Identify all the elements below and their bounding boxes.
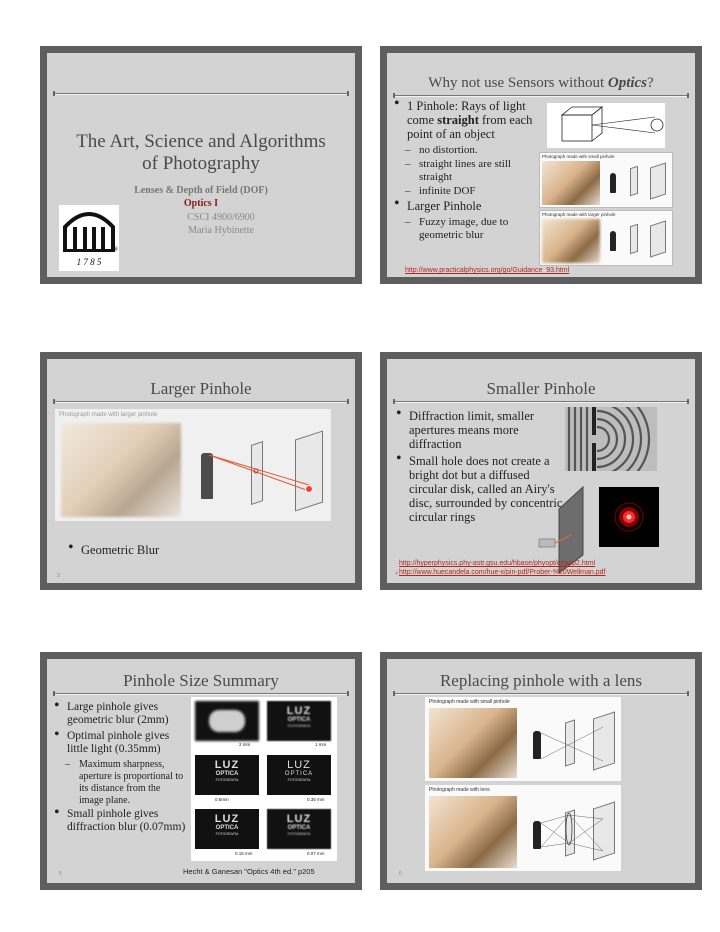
citation: Hecht & Ganesan "Optics 4th ed." p205 (183, 867, 315, 876)
tile-007mm (267, 809, 331, 849)
person-icon (610, 231, 616, 251)
pinhole-screen (630, 166, 638, 197)
title-end: ? (647, 75, 654, 91)
large-pinhole-figure (539, 210, 673, 266)
title-rule (53, 401, 349, 403)
page-number: 6 (399, 871, 402, 877)
blurry-photo (542, 219, 600, 263)
title-rule (393, 693, 689, 695)
tile-text: LUZ (287, 759, 311, 771)
tile-text: OPTICA (284, 771, 314, 777)
bullet-list (53, 701, 187, 837)
page-number: 5 (59, 871, 62, 877)
sharp-photo (542, 161, 600, 205)
caption-lens: Photograph made with lens (429, 787, 490, 793)
tile-text: LUZ (286, 705, 312, 717)
diffraction-wave-figure (565, 407, 657, 471)
tile-label-06mm: 0.6mm (215, 797, 229, 802)
tile-label-035mm: 0.35 mm (307, 797, 325, 802)
bullet-small-pinhole: • Small pinhole gives diffraction blur (0.07mm) (53, 808, 187, 834)
slide-3-content (47, 359, 355, 583)
university-logo (59, 205, 119, 271)
small-pinhole-figure (425, 697, 621, 781)
tile-label-015mm: 0.15 mm (235, 851, 253, 856)
author: Maria Hybinette (188, 225, 254, 236)
sub-bullet-straight: – straight lines are still straight (393, 158, 543, 184)
airy-disc-setup (537, 477, 601, 573)
caption-small-pinhole: Photograph made with small pinhole (429, 699, 510, 705)
tile-text: FOTOGRAFIA (287, 724, 311, 728)
pinhole-box-diagram (547, 103, 672, 148)
tile-text: OPTICA (287, 717, 311, 723)
bullet-list (67, 543, 159, 560)
bullet-geometric-blur: • Geometric Blur (67, 543, 159, 557)
tile-1mm (267, 701, 331, 741)
tile-035mm (267, 755, 331, 795)
sub-bullet-distortion: – no distortion. (393, 144, 543, 157)
tile-text: LUZ (214, 759, 240, 771)
tile-text: LUZ (214, 813, 240, 825)
arch-icon (59, 205, 119, 257)
slide-3[interactable] (40, 352, 362, 590)
airy-disc-icon (599, 487, 659, 547)
presentation-title (47, 131, 355, 175)
bullet-airy-disc: • Small hole does not create a bright dot but a diffused circular disk, called an Airy's disc, surrounded by concentric circular rings (395, 454, 563, 524)
small-pinhole-figure (539, 152, 673, 208)
tile-2mm (195, 701, 259, 741)
title-rule (393, 401, 689, 403)
airy-disc-figure (599, 487, 659, 547)
slide-6[interactable] (380, 652, 702, 890)
figure-caption: Photograph made with larger pinhole (59, 412, 158, 418)
slide-4[interactable] (380, 352, 702, 590)
lens-ray-diagram (425, 785, 621, 871)
larger-pinhole-figure (55, 409, 331, 521)
bullet-bold: straight (437, 113, 479, 127)
page-number: 4 (395, 571, 398, 577)
bullet-text: 1 Pinhole: Rays of light come (407, 99, 526, 127)
caption-large-pinhole: Photograph made with larger pinhole (542, 212, 616, 217)
pinhole-screen (630, 224, 638, 255)
bullet-optimal-pinhole: • Optimal pinhole gives little light (0.35mm) (53, 730, 187, 756)
tile-text: FOTOGRAFIA (287, 832, 311, 836)
tile-text: OPTICA (287, 825, 311, 831)
slide-1[interactable] (40, 46, 362, 284)
caption-small-pinhole: Photograph made with small pinhole (542, 154, 615, 159)
title-line-1: The Art, Science and Algorithms (76, 131, 326, 152)
title-emphasis: Optics (607, 75, 648, 91)
slide-title: Larger Pinhole (150, 379, 252, 398)
tile-text: LUZ (286, 813, 312, 825)
lens-figure (425, 785, 621, 871)
subtitle: Lenses & Depth of Field (DOF) (134, 185, 268, 196)
slide-2-content (387, 53, 695, 277)
sub-bullet-dof: – infinite DOF (393, 185, 543, 198)
title-rule (53, 693, 349, 695)
source-link-hyperphysics[interactable]: http://hyperphysics.phy-astr.gsu.edu/hbase/phyopt/cirapp2.html (399, 560, 596, 567)
tile-label-2mm: 2 mm (239, 742, 251, 747)
slide-title: Smaller Pinhole (486, 379, 596, 398)
tile-label-007mm: 0.07 mm (307, 851, 325, 856)
ray-diagram (55, 409, 331, 521)
person-icon (610, 173, 616, 193)
image-plane (650, 162, 666, 199)
title-line-2: of Photography (142, 153, 260, 174)
ray-diagram (425, 697, 621, 781)
tile-015mm (195, 809, 259, 849)
tile-text: OPTICA (215, 771, 239, 777)
tile-text: FOTOGRAFIA (215, 832, 239, 836)
slide-2[interactable] (380, 46, 702, 284)
bullet-pinhole (393, 99, 543, 141)
image-plane (650, 220, 666, 257)
source-link[interactable]: http://www.practicalphysics.org/go/Guidance_93.html (405, 267, 570, 274)
bullet-list (393, 99, 543, 243)
slide-6-content (387, 659, 695, 883)
slide-5[interactable] (40, 652, 362, 890)
title-rule (393, 95, 689, 97)
bullet-text-end: from each point of an object (407, 113, 533, 141)
slide-1-content (47, 53, 355, 277)
title-rule (53, 93, 349, 95)
slide-title: Replacing pinhole with a lens (439, 671, 643, 690)
bullet-diffraction-limit: • Diffraction limit, smaller apertures means more diffraction (395, 409, 563, 451)
slide-title (387, 75, 695, 92)
slide-4-content (387, 359, 695, 583)
slide-5-content (47, 659, 355, 883)
tile-06mm (195, 755, 259, 795)
tile-text: OPTICA (215, 825, 239, 831)
bullet-larger-pinhole: • Larger Pinhole (393, 199, 543, 213)
tile-text: FOTOGRAFIA (215, 778, 239, 782)
bullet-large-pinhole: • Large pinhole gives geometric blur (2mm) (53, 701, 187, 727)
slide-title: Pinhole Size Summary (123, 671, 279, 690)
tile-text: FOTOGRAFIA (287, 778, 311, 782)
sub-bullet-max-sharpness: – Maximum sharpness, aperture is proportional to its distance from the image plane. (53, 759, 187, 807)
sub-bullet-fuzzy: – Fuzzy image, due to geometric blur (393, 216, 543, 242)
page-number: 3 (57, 573, 60, 579)
title-text: Why not use Sensors without (428, 75, 608, 91)
pinhole-size-grid (191, 697, 337, 861)
logo-registered-mark: ® (113, 247, 118, 253)
topic: Optics I (183, 198, 219, 209)
source-link-huecandela[interactable]: http://www.huecandela.com/hue-x/pin-pdf/Prober-%20Wellman.pdf (399, 569, 606, 576)
course: CSCI 4900/6900 (187, 212, 255, 223)
tile-label-1mm: 1 mm (315, 742, 327, 747)
logo-year: 1 7 8 5 (76, 257, 102, 267)
